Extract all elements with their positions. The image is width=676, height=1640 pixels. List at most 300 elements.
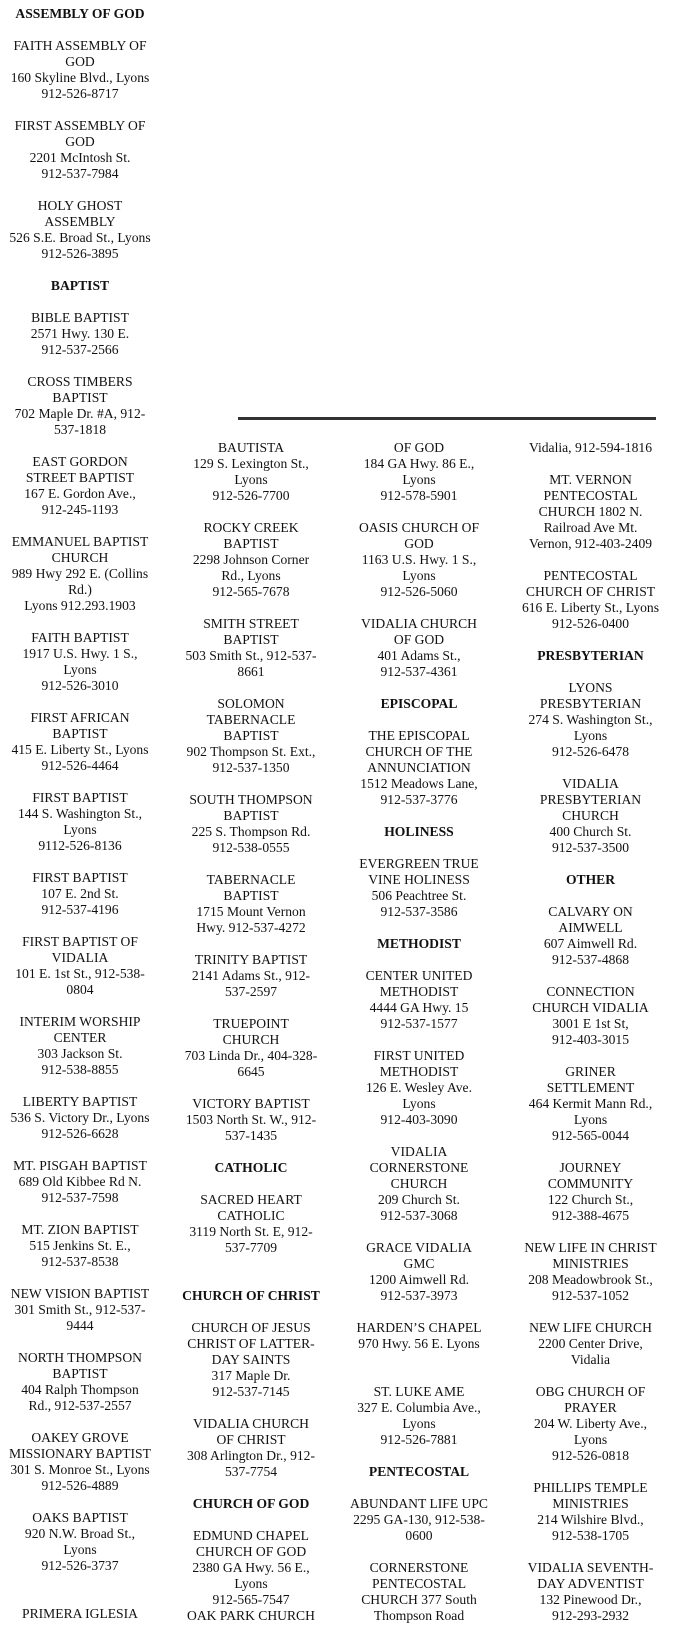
- church-listing: [508, 1384, 673, 1464]
- listing-line: METHODIST: [379, 1064, 459, 1079]
- church-name-line: OASIS CHURCH OF: [358, 520, 480, 535]
- listing-line: 912-526-6478: [551, 744, 630, 759]
- church-listing: [172, 1096, 330, 1144]
- church-listing: [0, 1286, 160, 1334]
- heading-text: CATHOLIC: [214, 1160, 288, 1175]
- church-name-line: CROSS TIMBERS: [27, 374, 133, 389]
- listing-line: BAPTIST: [223, 728, 279, 743]
- listing-line: 2295 GA-130, 912-538-: [353, 1512, 485, 1527]
- church-name-line: MT. VERNON: [549, 472, 632, 487]
- church-name-line: MT. ZION BAPTIST: [21, 1222, 139, 1237]
- listing-line: 912-565-7678: [212, 584, 290, 599]
- listing-line: 537-7709: [224, 1240, 278, 1255]
- church-name-line: VIDALIA CHURCH: [361, 616, 477, 631]
- denomination-heading: [172, 1496, 330, 1512]
- listing-line: Vidalia: [570, 1352, 611, 1367]
- listing-line: 167 E. Gordon Ave.,: [24, 486, 136, 501]
- listing-line: Rd., 912-537-2557: [28, 1398, 132, 1413]
- listing-line: METHODIST: [379, 984, 459, 999]
- listing-line: CHURCH: [51, 550, 109, 565]
- listing-line: 912-526-4464: [41, 758, 119, 773]
- church-listing: [340, 968, 498, 1032]
- listing-line: Lyons 912.293.1903: [24, 598, 136, 613]
- listing-line: 912-537-1577: [380, 1016, 458, 1031]
- listing-line: 912-565-7547: [212, 1592, 290, 1607]
- denomination-heading: [340, 1464, 498, 1480]
- church-listing: [0, 934, 160, 998]
- listing-line: BAPTIST: [223, 888, 279, 903]
- listing-line: Lyons: [573, 1112, 608, 1127]
- listing-line: 132 Pinewood Dr.,: [539, 1592, 642, 1607]
- church-listing: [508, 1480, 673, 1544]
- church-listing: [172, 1016, 330, 1080]
- listing-line: 912-538-1705: [551, 1528, 630, 1543]
- church-name-line: CONNECTION: [546, 984, 635, 999]
- church-name-line: HARDEN’S CHAPEL: [356, 1320, 482, 1335]
- church-listing: [508, 1320, 673, 1368]
- listing-line: 129 S. Lexington St.,: [193, 456, 309, 471]
- listing-line: 912-403-3015: [551, 1032, 630, 1047]
- church-name-line: [0, 1590, 160, 1606]
- listing-line: BAPTIST: [223, 808, 279, 823]
- church-name-line: SACRED HEART: [200, 1192, 302, 1207]
- listing-line: 2201 McIntosh St.: [29, 150, 131, 165]
- listing-line: 506 Peachtree St.: [371, 888, 467, 903]
- listing-line: CHURCH: [562, 808, 619, 823]
- listing-line: 2141 Adams St., 912-: [191, 968, 311, 983]
- church-listing: [172, 440, 330, 504]
- listing-line: 537-7754: [224, 1464, 278, 1479]
- church-listing: [508, 440, 673, 456]
- church-name-line: CALVARY ON: [548, 904, 633, 919]
- listing-line: 214 Wilshire Blvd.,: [537, 1512, 644, 1527]
- listing-line: Lyons: [63, 822, 97, 837]
- church-name-line: Vidalia, 912-594-1816: [528, 440, 652, 455]
- church-listing: [340, 440, 498, 504]
- listing-line: 912-537-3586: [380, 904, 458, 919]
- church-name-line: PHILLIPS TEMPLE: [533, 1480, 648, 1495]
- listing-line: BAPTIST: [52, 390, 108, 405]
- listing-line: CHURCH 1802 N.: [538, 504, 643, 519]
- church-listing: [0, 1590, 160, 1622]
- listing-line: CHURCH OF GOD: [195, 1544, 307, 1559]
- listing-line: GMC: [403, 1256, 435, 1271]
- listing-line: 912-245-1193: [41, 502, 119, 517]
- church-name-line: FIRST BAPTIST: [32, 790, 128, 805]
- denomination-heading: [0, 278, 160, 294]
- listing-line: 912-537-8538: [41, 1254, 119, 1269]
- listing-line: 912-537-1052: [551, 1288, 630, 1303]
- church-name-line: OF GOD: [393, 440, 445, 455]
- church-listing: [340, 616, 498, 680]
- listing-line: GOD: [65, 54, 95, 69]
- church-listing: [340, 1384, 498, 1448]
- listing-line: 101 E. 1st St., 912-538-: [15, 966, 145, 981]
- listing-line: [172, 1256, 330, 1272]
- listing-line: 209 Church St.: [378, 1192, 460, 1207]
- listing-line: PRAYER: [564, 1400, 617, 1415]
- listing-line: Lyons: [234, 472, 268, 487]
- listing-line: OF CHRIST: [216, 1432, 286, 1447]
- listing-line: Lyons: [573, 728, 608, 743]
- listing-line: 144 S. Washington St.,: [17, 806, 143, 821]
- listing-line: ASSEMBLY: [44, 214, 116, 229]
- church-listing: [340, 1496, 498, 1544]
- church-name-line: OAKS BAPTIST: [32, 1510, 128, 1525]
- listing-line: ANNUNCIATION: [367, 760, 471, 775]
- denomination-heading: [340, 696, 498, 712]
- listing-line: 912-537-1350: [212, 760, 290, 775]
- church-listing: [172, 616, 330, 680]
- listing-line: 122 Church St.,: [547, 1192, 634, 1207]
- church-listing: [340, 1560, 498, 1624]
- church-name-line: VIDALIA: [562, 776, 619, 791]
- listing-line: 0600: [405, 1528, 433, 1543]
- church-listing: [0, 454, 160, 518]
- listing-line: CORNERSTONE: [369, 1160, 469, 1175]
- church-name-line: OBG CHURCH OF: [535, 1384, 646, 1399]
- listing-line: 920 N.W. Broad St.,: [24, 1526, 136, 1541]
- church-listing: [172, 792, 330, 856]
- listing-line: MISSIONARY BAPTIST: [9, 1446, 151, 1461]
- denomination-heading: [508, 648, 673, 664]
- listing-line: 912-538-8855: [41, 1062, 119, 1077]
- church-listing: [0, 1430, 160, 1494]
- listing-line: 184 GA Hwy. 86 E.,: [363, 456, 475, 471]
- listing-line: GOD: [404, 536, 434, 551]
- church-name-line: TABERNACLE: [206, 872, 296, 887]
- church-listing: [508, 1560, 673, 1624]
- church-name-line: FIRST ASSEMBLY OF: [14, 118, 146, 133]
- listing-line: 912-388-4675: [551, 1208, 630, 1223]
- listing-line: 689 Old Kibbee Rd N.: [18, 1174, 142, 1189]
- church-name-line: ROCKY CREEK: [203, 520, 299, 535]
- church-name-line: CENTER UNITED: [365, 968, 473, 983]
- listing-line: Lyons: [402, 1416, 436, 1431]
- church-name-line: SOLOMON: [217, 696, 285, 711]
- church-name-line: GRINER: [565, 1064, 616, 1079]
- heading-text: EPISCOPAL: [380, 696, 458, 711]
- church-name-line: VIDALIA: [390, 1144, 448, 1159]
- listing-line: 0804: [66, 982, 94, 997]
- church-listing: [0, 534, 160, 614]
- church-listing: [0, 1094, 160, 1142]
- listing-line: PRIMERA IGLESIA: [22, 1606, 138, 1621]
- church-name-line: VIDALIA SEVENTH-: [527, 1560, 654, 1575]
- listing-line: 912-403-3090: [380, 1112, 458, 1127]
- church-listing: [172, 1416, 330, 1480]
- church-listing: [0, 870, 160, 918]
- listing-line: SETTLEMENT: [546, 1080, 635, 1095]
- listing-line: CHURCH: [222, 1032, 280, 1047]
- heading-text: PRESBYTERIAN: [537, 648, 644, 663]
- church-name-line: ST. LUKE AME: [373, 1384, 465, 1399]
- directory-column-3: [340, 440, 498, 1640]
- listing-line: 301 S. Monroe St., Lyons: [10, 1462, 150, 1477]
- listing-line: Lyons: [234, 1576, 268, 1591]
- church-listing: [0, 38, 160, 102]
- listing-line: 204 W. Liberty Ave.,: [533, 1416, 648, 1431]
- church-name-line: TRINITY BAPTIST: [194, 952, 308, 967]
- listing-line: 537-1435: [224, 1128, 278, 1143]
- listing-line: 989 Hwy 292 E. (Collins: [11, 566, 149, 581]
- church-listing: [340, 1240, 498, 1304]
- listing-line: 537-1818: [53, 422, 107, 437]
- listing-line: 912-537-2566: [41, 342, 119, 357]
- church-name-line: PENTECOSTAL: [543, 568, 638, 583]
- listing-line: 1715 Mount Vernon: [196, 904, 306, 919]
- listing-line: TABERNACLE: [206, 712, 296, 727]
- church-name-line: FIRST UNITED: [373, 1048, 465, 1063]
- listing-line: 3119 North St. E, 912-: [189, 1224, 313, 1239]
- church-listing: [0, 198, 160, 262]
- listing-line: 415 E. Liberty St., Lyons: [11, 742, 149, 757]
- listing-line: 303 Jackson St.: [37, 1046, 123, 1061]
- church-listing: [508, 1240, 673, 1304]
- listing-line: 308 Arlington Dr., 912-: [186, 1448, 315, 1463]
- listing-line: 404 Ralph Thompson: [21, 1382, 139, 1397]
- listing-line: Hwy. 912-537-4272: [196, 920, 306, 935]
- listing-line: CHURCH VIDALIA: [532, 1000, 649, 1015]
- church-listing: [508, 904, 673, 968]
- church-name-line: EVERGREEN TRUE: [359, 856, 479, 871]
- listing-line: [340, 1352, 498, 1368]
- church-name-line: BIBLE BAPTIST: [31, 310, 129, 325]
- church-name-line: BAUTISTA: [217, 440, 285, 455]
- church-listing: [340, 1048, 498, 1128]
- listing-line: 703 Linda Dr., 404-328-: [184, 1048, 318, 1063]
- listing-line: Lyons: [573, 1432, 608, 1447]
- church-name-line: FIRST BAPTIST: [32, 870, 128, 885]
- listing-line: Rd.): [68, 582, 92, 597]
- church-listing: [508, 472, 673, 552]
- listing-line: GOD: [65, 134, 95, 149]
- listing-line: BAPTIST: [52, 726, 108, 741]
- listing-line: MINISTRIES: [552, 1496, 629, 1511]
- listing-line: 9112-526-8136: [38, 838, 122, 853]
- listing-line: Lyons: [63, 1542, 97, 1557]
- listing-line: VIDALIA: [51, 950, 109, 965]
- listing-line: PENTECOSTAL: [371, 1576, 467, 1591]
- listing-line: 912-526-3895: [41, 246, 119, 261]
- church-name-line: EAST GORDON: [32, 454, 128, 469]
- denomination-heading: [172, 1160, 330, 1176]
- listing-line: Lyons: [402, 472, 436, 487]
- listing-line: 464 Kermit Mann Rd.,: [528, 1096, 653, 1111]
- listing-line: 912-537-3068: [380, 1208, 458, 1223]
- directory-column-1: [0, 6, 160, 1638]
- church-name-line: INTERIM WORSHIP: [19, 1014, 141, 1029]
- heading-text: METHODIST: [377, 936, 461, 951]
- listing-line: 2298 Johnson Corner: [192, 552, 310, 567]
- listing-line: 526 S.E. Broad St., Lyons: [9, 230, 151, 245]
- church-listing: [172, 952, 330, 1000]
- church-listing: [508, 680, 673, 760]
- listing-line: OF GOD: [393, 632, 445, 647]
- listing-line: CHURCH OF CHRIST: [525, 584, 656, 599]
- church-listing: [0, 1158, 160, 1206]
- listing-line: Lyons: [402, 1096, 436, 1111]
- church-listing: [340, 856, 498, 920]
- listing-line: PENTECOSTAL: [543, 488, 638, 503]
- listing-line: 537-2597: [224, 984, 278, 999]
- listing-line: 160 Skyline Blvd., Lyons: [10, 70, 150, 85]
- listing-line: 2380 GA Hwy. 56 E.,: [192, 1560, 310, 1575]
- listing-line: 2571 Hwy. 130 E.: [30, 326, 130, 341]
- listing-line: CHURCH: [390, 1176, 448, 1191]
- heading-text: CHURCH OF GOD: [192, 1496, 310, 1511]
- listing-line: 912-537-7145: [212, 1384, 290, 1399]
- church-listing: [340, 1320, 498, 1368]
- listing-line: 912-537-7984: [41, 166, 119, 181]
- church-listing: [172, 1320, 330, 1400]
- listing-line: 607 Aimwell Rd.: [543, 936, 638, 951]
- church-name-line: FAITH ASSEMBLY OF: [13, 38, 147, 53]
- listing-line: 912-293-2932: [551, 1608, 630, 1623]
- church-name-line: NEW LIFE IN CHRIST: [524, 1240, 657, 1255]
- church-name-line: GRACE VIDALIA: [366, 1240, 472, 1255]
- church-listing: [172, 696, 330, 776]
- listing-line: 912-526-6628: [41, 1126, 119, 1141]
- listing-line: 3001 E 1st St,: [552, 1016, 629, 1031]
- church-name-line: EMMANUEL BAPTIST: [11, 534, 149, 549]
- listing-line: 912-526-4889: [41, 1478, 119, 1493]
- listing-line: 912-526-3010: [41, 678, 119, 693]
- listing-line: STREET BAPTIST: [25, 470, 135, 485]
- church-name-line: TRUEPOINT: [213, 1016, 289, 1031]
- church-name-line: OAKEY GROVE: [31, 1430, 129, 1445]
- listing-line: 515 Jenkins St. E.,: [29, 1238, 131, 1253]
- church-listing: [172, 1528, 330, 1624]
- listing-line: 912-526-0818: [551, 1448, 630, 1463]
- church-name-line: NEW LIFE CHURCH: [529, 1320, 652, 1335]
- church-listing: [0, 118, 160, 182]
- directory-column-4: [508, 440, 673, 1640]
- listing-line: 912-526-8717: [41, 86, 119, 101]
- heading-text: CHURCH OF CHRIST: [182, 1288, 320, 1303]
- listing-line: 912-526-7881: [380, 1432, 458, 1447]
- denomination-heading: [340, 824, 498, 840]
- church-name-line: LYONS: [568, 680, 613, 695]
- heading-text: ASSEMBLY OF GOD: [15, 6, 145, 21]
- heading-text: PENTECOSTAL: [368, 1464, 470, 1479]
- church-listing: [0, 790, 160, 854]
- listing-line: Thompson Road: [373, 1608, 465, 1623]
- listing-line: 301 Smith St., 912-537-: [14, 1302, 146, 1317]
- listing-line: 970 Hwy. 56 E. Lyons: [358, 1336, 480, 1351]
- listing-line: 1917 U.S. Hwy. 1 S.,: [22, 646, 138, 661]
- listing-line: PRESBYTERIAN: [539, 792, 642, 807]
- listing-line: 912-538-0555: [212, 840, 290, 855]
- listing-line: 9444: [66, 1318, 94, 1333]
- listing-line: 4444 GA Hwy. 15: [369, 1000, 469, 1015]
- church-listing: [508, 1064, 673, 1144]
- church-listing: [508, 568, 673, 632]
- listing-line: BAPTIST: [52, 1366, 108, 1381]
- church-name-line: FAITH BAPTIST: [31, 630, 129, 645]
- listing-line: 912-526-5060: [380, 584, 458, 599]
- listing-line: DAY ADVENTIST: [537, 1576, 644, 1591]
- listing-line: 2200 Center Drive,: [538, 1336, 643, 1351]
- church-listing: [0, 630, 160, 694]
- church-name-line: HOLY GHOST: [37, 198, 123, 213]
- church-name-line: FIRST BAPTIST OF: [22, 934, 138, 949]
- denomination-heading: [0, 6, 160, 22]
- listing-line: Railroad Ave Mt.: [543, 520, 638, 535]
- listing-line: 912-526-0400: [551, 616, 630, 631]
- listing-line: 912-526-7700: [212, 488, 290, 503]
- church-listing: [0, 310, 160, 358]
- listing-line: 401 Adams St.,: [377, 648, 461, 663]
- church-listing: [0, 1510, 160, 1574]
- listing-line: 8661: [237, 664, 265, 679]
- listing-line: 912-537-7598: [41, 1190, 119, 1205]
- listing-line: 317 Maple Dr.: [211, 1368, 291, 1383]
- listing-line: Rd., Lyons: [221, 568, 281, 583]
- church-name-line: MT. PISGAH BAPTIST: [13, 1158, 147, 1173]
- listing-line: 902 Thompson St. Ext.,: [186, 744, 316, 759]
- listing-line: 1512 Meadows Lane,: [360, 776, 478, 791]
- listing-line: 912-578-5901: [380, 488, 458, 503]
- church-listing: [172, 520, 330, 600]
- listing-line: 107 E. 2nd St.: [41, 886, 119, 901]
- listing-line: 6645: [237, 1064, 265, 1079]
- church-name-line: SMITH STREET: [203, 616, 299, 631]
- listing-line: 1200 Aimwell Rd.: [368, 1272, 470, 1287]
- listing-line: 327 E. Columbia Ave.,: [357, 1400, 481, 1415]
- church-listing: [508, 1160, 673, 1224]
- directory-column-2: [172, 440, 330, 1640]
- listing-line: COMMUNITY: [547, 1176, 634, 1191]
- listing-line: 912-537-3973: [380, 1288, 458, 1303]
- listing-line: 225 S. Thompson Rd.: [191, 824, 311, 839]
- listing-line: 616 E. Liberty St., Lyons: [521, 600, 660, 615]
- listing-line: CHURCH 377 South: [361, 1592, 477, 1607]
- church-listing: [340, 1144, 498, 1224]
- church-listing: [508, 776, 673, 856]
- church-name-line: CORNERSTONE: [369, 1560, 469, 1575]
- listing-line: 400 Church St.: [549, 824, 632, 839]
- denomination-heading: [508, 872, 673, 888]
- listing-line: 536 S. Victory Dr., Lyons: [10, 1110, 150, 1125]
- listing-line: CHURCH OF THE: [365, 744, 473, 759]
- listing-line: 912-565-0044: [551, 1128, 630, 1143]
- church-listing: [0, 1222, 160, 1270]
- listing-line: DAY SAINTS: [211, 1352, 291, 1367]
- church-listing: [172, 872, 330, 936]
- listing-line: 126 E. Wesley Ave.: [365, 1080, 472, 1095]
- listing-line: 1163 U.S. Hwy. 1 S.,: [361, 552, 477, 567]
- church-listing: [0, 374, 160, 438]
- heading-text: OTHER: [565, 872, 616, 887]
- listing-line: CENTER: [53, 1030, 107, 1045]
- church-listing: [508, 984, 673, 1048]
- listing-line: 912-526-3737: [41, 1558, 119, 1573]
- listing-line: 1503 North St. W., 912-: [185, 1112, 317, 1127]
- church-listing: [0, 1350, 160, 1414]
- listing-line: CATHOLIC: [217, 1208, 285, 1223]
- listing-line: 912-537-3776: [380, 792, 458, 807]
- church-name-line: NEW VISION BAPTIST: [10, 1286, 150, 1301]
- listing-line: 912-537-3500: [551, 840, 630, 855]
- listing-line: Vernon, 912-403-2409: [528, 536, 653, 551]
- church-listing: [0, 1014, 160, 1078]
- listing-line: AIMWELL: [558, 920, 623, 935]
- listing-line: PRESBYTERIAN: [539, 696, 642, 711]
- church-name-line: CHURCH OF JESUS: [191, 1320, 311, 1335]
- listing-line: 912-537-4361: [380, 664, 458, 679]
- listing-line: CHRIST OF LATTER-: [187, 1336, 315, 1351]
